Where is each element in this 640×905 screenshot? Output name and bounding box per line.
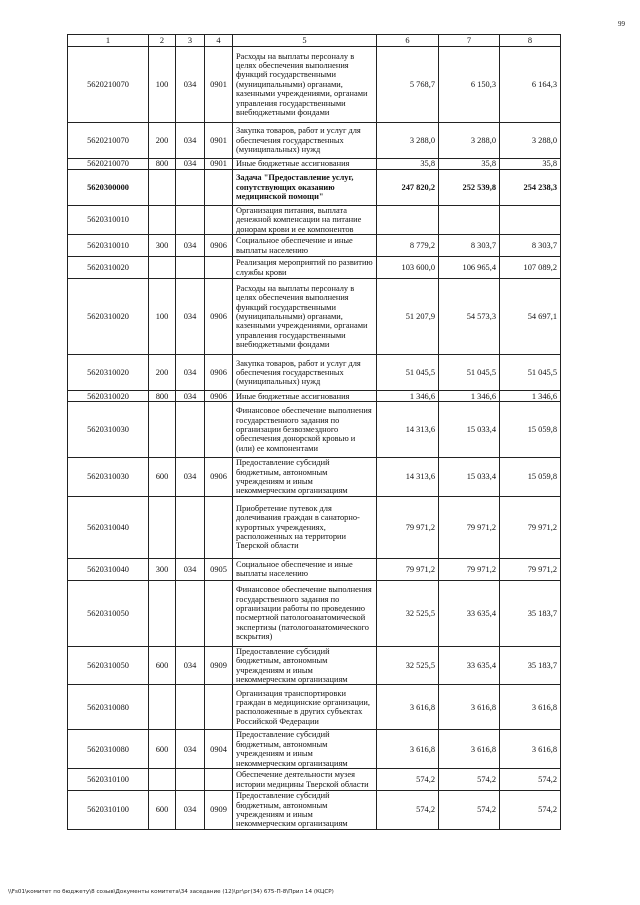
table-row xyxy=(68,257,561,279)
footer-file-path: \\Fs01\комитет по бюджету\8 созыв\Документы комитета\34 заседание (12)\рг\рг(34) 675-П-8\Прил 14 (КЦСР) xyxy=(8,889,334,895)
subsection-cell: 0909 xyxy=(205,791,233,830)
year2-amount-cell: 8 303,7 xyxy=(439,235,500,257)
year3-amount-cell: 574,2 xyxy=(500,791,561,830)
section-cell xyxy=(176,402,205,458)
year3-amount-cell: 3 616,8 xyxy=(500,685,561,730)
year2-amount-cell: 79 971,2 xyxy=(439,558,500,580)
year3-amount-cell: 79 971,2 xyxy=(500,496,561,558)
name-cell: Предоставление субсидий бюджетным, автономным учреждениям и иным некоммерческим организациям xyxy=(233,458,377,497)
expense-type-cell: 300 xyxy=(149,558,176,580)
year1-amount-cell: 574,2 xyxy=(377,769,439,791)
year2-amount-cell: 574,2 xyxy=(439,769,500,791)
code-cell: 5620210070 xyxy=(68,47,149,123)
subsection-cell: 0906 xyxy=(205,458,233,497)
name-cell: Предоставление субсидий бюджетным, автономным учреждениям и иным некоммерческим организациям xyxy=(233,730,377,769)
year3-amount-cell: 35,8 xyxy=(500,159,561,170)
code-cell: 5620310050 xyxy=(68,646,149,685)
year3-amount-cell: 15 059,8 xyxy=(500,458,561,497)
year1-amount-cell: 3 288,0 xyxy=(377,123,439,159)
name-cell: Обеспечение деятельности музея истории медицины Тверской области xyxy=(233,769,377,791)
subsection-cell xyxy=(205,769,233,791)
expense-type-cell xyxy=(149,685,176,730)
year2-amount-cell: 33 635,4 xyxy=(439,580,500,646)
year3-amount-cell: 35 183,7 xyxy=(500,646,561,685)
subsection-cell: 0906 xyxy=(205,279,233,355)
subsection-cell xyxy=(205,496,233,558)
code-cell: 5620310020 xyxy=(68,355,149,391)
subsection-cell: 0906 xyxy=(205,355,233,391)
expense-type-cell: 600 xyxy=(149,458,176,497)
year3-amount-cell: 3 288,0 xyxy=(500,123,561,159)
year1-amount-cell: 79 971,2 xyxy=(377,558,439,580)
year2-amount-cell: 54 573,3 xyxy=(439,279,500,355)
subsection-cell: 0904 xyxy=(205,730,233,769)
year1-amount-cell: 14 313,6 xyxy=(377,402,439,458)
name-cell: Расходы на выплаты персоналу в целях обеспечения выполнения функций государственными (муниципальными) органами, казенными учреждениями, органами управления государственными внебюджетными фондами xyxy=(233,279,377,355)
table-row xyxy=(68,402,561,458)
expense-type-cell: 300 xyxy=(149,235,176,257)
table-row xyxy=(68,206,561,235)
year1-amount-cell: 51 207,9 xyxy=(377,279,439,355)
section-cell xyxy=(176,496,205,558)
year1-amount-cell: 32 525,5 xyxy=(377,580,439,646)
subsection-cell xyxy=(205,685,233,730)
year2-amount-cell xyxy=(439,206,500,235)
expense-type-cell: 200 xyxy=(149,123,176,159)
section-cell xyxy=(176,257,205,279)
code-cell: 5620310050 xyxy=(68,580,149,646)
year2-amount-cell: 15 033,4 xyxy=(439,402,500,458)
header-cell: 5 xyxy=(233,35,377,47)
subsection-cell: 0909 xyxy=(205,646,233,685)
name-cell: Закупка товаров, работ и услуг для обеспечения государственных (муниципальных) нужд xyxy=(233,355,377,391)
name-cell: Расходы на выплаты персоналу в целях обеспечения выполнения функций государственными (муниципальными) органами, казенными учреждениями, органами управления государственными внебюджетными фондами xyxy=(233,47,377,123)
name-cell: Финансовое обеспечение выполнения государственного задания по организации работы по проведению посмертной патологоанатомической экспертизы (патологоанатомического вскрытия) xyxy=(233,580,377,646)
expense-type-cell: 600 xyxy=(149,730,176,769)
year3-amount-cell xyxy=(500,206,561,235)
code-cell: 5620310030 xyxy=(68,458,149,497)
expense-type-cell xyxy=(149,257,176,279)
table-row xyxy=(68,558,561,580)
table-row xyxy=(68,580,561,646)
subsection-cell xyxy=(205,170,233,206)
expense-type-cell: 800 xyxy=(149,391,176,402)
expense-type-cell xyxy=(149,496,176,558)
name-cell: Социальное обеспечение и иные выплаты населению xyxy=(233,558,377,580)
year1-amount-cell: 8 779,2 xyxy=(377,235,439,257)
year1-amount-cell: 51 045,5 xyxy=(377,355,439,391)
code-cell: 5620310010 xyxy=(68,206,149,235)
header-row xyxy=(68,35,561,47)
year2-amount-cell: 1 346,6 xyxy=(439,391,500,402)
table-row xyxy=(68,791,561,830)
header-cell: 7 xyxy=(439,35,500,47)
table-row xyxy=(68,170,561,206)
section-cell xyxy=(176,685,205,730)
year1-amount-cell: 35,8 xyxy=(377,159,439,170)
code-cell: 5620210070 xyxy=(68,159,149,170)
year1-amount-cell: 32 525,5 xyxy=(377,646,439,685)
year2-amount-cell: 252 539,8 xyxy=(439,170,500,206)
section-cell: 034 xyxy=(176,391,205,402)
subsection-cell xyxy=(205,206,233,235)
table-row xyxy=(68,730,561,769)
year1-amount-cell: 79 971,2 xyxy=(377,496,439,558)
code-cell: 5620310040 xyxy=(68,496,149,558)
table-row xyxy=(68,159,561,170)
code-cell: 5620300000 xyxy=(68,170,149,206)
section-cell: 034 xyxy=(176,458,205,497)
section-cell xyxy=(176,170,205,206)
section-cell: 034 xyxy=(176,123,205,159)
year2-amount-cell: 3 616,8 xyxy=(439,730,500,769)
subsection-cell xyxy=(205,580,233,646)
name-cell: Приобретение путевок для долечивания граждан в санаторно-курортных учреждениях, расположенных на территории Тверской области xyxy=(233,496,377,558)
subsection-cell xyxy=(205,257,233,279)
code-cell: 5620310100 xyxy=(68,769,149,791)
year2-amount-cell: 35,8 xyxy=(439,159,500,170)
year3-amount-cell: 107 089,2 xyxy=(500,257,561,279)
year3-amount-cell: 51 045,5 xyxy=(500,355,561,391)
section-cell: 034 xyxy=(176,235,205,257)
name-cell: Финансовое обеспечение выполнения государственного задания по организации безвозмездного обеспечения донорской кровью и (или) ее компонентами xyxy=(233,402,377,458)
code-cell: 5620210070 xyxy=(68,123,149,159)
year1-amount-cell: 14 313,6 xyxy=(377,458,439,497)
header-cell: 6 xyxy=(377,35,439,47)
year3-amount-cell: 54 697,1 xyxy=(500,279,561,355)
section-cell: 034 xyxy=(176,558,205,580)
name-cell: Предоставление субсидий бюджетным, автономным учреждениям и иным некоммерческим организациям xyxy=(233,646,377,685)
year2-amount-cell: 574,2 xyxy=(439,791,500,830)
code-cell: 5620310030 xyxy=(68,402,149,458)
header-cell: 4 xyxy=(205,35,233,47)
code-cell: 5620310020 xyxy=(68,257,149,279)
code-cell: 5620310040 xyxy=(68,558,149,580)
year3-amount-cell: 3 616,8 xyxy=(500,730,561,769)
year3-amount-cell: 254 238,3 xyxy=(500,170,561,206)
code-cell: 5620310020 xyxy=(68,279,149,355)
header-cell: 1 xyxy=(68,35,149,47)
expense-type-cell: 200 xyxy=(149,355,176,391)
expense-type-cell: 600 xyxy=(149,791,176,830)
year3-amount-cell: 574,2 xyxy=(500,769,561,791)
name-cell: Организация питания, выплата денежной компенсации на питание донорам крови и ее компонентов xyxy=(233,206,377,235)
year1-amount-cell: 1 346,6 xyxy=(377,391,439,402)
year3-amount-cell: 1 346,6 xyxy=(500,391,561,402)
expense-type-cell: 100 xyxy=(149,47,176,123)
table-row xyxy=(68,355,561,391)
code-cell: 5620310020 xyxy=(68,391,149,402)
expense-type-cell xyxy=(149,580,176,646)
budget-table xyxy=(67,34,561,830)
table-row xyxy=(68,458,561,497)
expense-type-cell: 100 xyxy=(149,279,176,355)
code-cell: 5620310080 xyxy=(68,685,149,730)
header-cell: 2 xyxy=(149,35,176,47)
section-cell: 034 xyxy=(176,730,205,769)
year1-amount-cell: 103 600,0 xyxy=(377,257,439,279)
code-cell: 5620310100 xyxy=(68,791,149,830)
name-cell: Закупка товаров, работ и услуг для обеспечения государственных (муниципальных) нужд xyxy=(233,123,377,159)
table-row xyxy=(68,646,561,685)
table-row xyxy=(68,123,561,159)
year2-amount-cell: 51 045,5 xyxy=(439,355,500,391)
subsection-cell: 0901 xyxy=(205,47,233,123)
expense-type-cell xyxy=(149,769,176,791)
section-cell: 034 xyxy=(176,159,205,170)
year1-amount-cell xyxy=(377,206,439,235)
name-cell: Иные бюджетные ассигнования xyxy=(233,391,377,402)
year2-amount-cell: 15 033,4 xyxy=(439,458,500,497)
section-cell xyxy=(176,206,205,235)
year1-amount-cell: 3 616,8 xyxy=(377,685,439,730)
section-cell: 034 xyxy=(176,791,205,830)
subsection-cell: 0901 xyxy=(205,123,233,159)
year2-amount-cell: 106 965,4 xyxy=(439,257,500,279)
expense-type-cell xyxy=(149,402,176,458)
subsection-cell: 0901 xyxy=(205,159,233,170)
table-body xyxy=(68,47,561,830)
code-cell: 5620310080 xyxy=(68,730,149,769)
name-cell: Задача "Предоставление услуг, сопутствующих оказанию медицинской помощи" xyxy=(233,170,377,206)
name-cell: Предоставление субсидий бюджетным, автономным учреждениям и иным некоммерческим организациям xyxy=(233,791,377,830)
header-cell: 8 xyxy=(500,35,561,47)
year2-amount-cell: 79 971,2 xyxy=(439,496,500,558)
name-cell: Социальное обеспечение и иные выплаты населению xyxy=(233,235,377,257)
year1-amount-cell: 5 768,7 xyxy=(377,47,439,123)
header-cell: 3 xyxy=(176,35,205,47)
name-cell: Реализация мероприятий по развитию службы крови xyxy=(233,257,377,279)
section-cell: 034 xyxy=(176,355,205,391)
section-cell xyxy=(176,580,205,646)
subsection-cell: 0906 xyxy=(205,391,233,402)
year3-amount-cell: 8 303,7 xyxy=(500,235,561,257)
page-number: 99 xyxy=(618,20,625,28)
year1-amount-cell: 3 616,8 xyxy=(377,730,439,769)
table-row xyxy=(68,47,561,123)
section-cell: 034 xyxy=(176,646,205,685)
name-cell: Организация транспортировки граждан в медицинские организации, расположенные в других субъектах Российской Федерации xyxy=(233,685,377,730)
expense-type-cell xyxy=(149,170,176,206)
table-row xyxy=(68,279,561,355)
year1-amount-cell: 574,2 xyxy=(377,791,439,830)
year2-amount-cell: 3 616,8 xyxy=(439,685,500,730)
table-row xyxy=(68,496,561,558)
code-cell: 5620310010 xyxy=(68,235,149,257)
table-row xyxy=(68,769,561,791)
subsection-cell xyxy=(205,402,233,458)
year3-amount-cell: 15 059,8 xyxy=(500,402,561,458)
year3-amount-cell: 35 183,7 xyxy=(500,580,561,646)
expense-type-cell xyxy=(149,206,176,235)
year2-amount-cell: 3 288,0 xyxy=(439,123,500,159)
expense-type-cell: 600 xyxy=(149,646,176,685)
table-row xyxy=(68,235,561,257)
table-row xyxy=(68,685,561,730)
year2-amount-cell: 6 150,3 xyxy=(439,47,500,123)
year2-amount-cell: 33 635,4 xyxy=(439,646,500,685)
year3-amount-cell: 6 164,3 xyxy=(500,47,561,123)
expense-type-cell: 800 xyxy=(149,159,176,170)
name-cell: Иные бюджетные ассигнования xyxy=(233,159,377,170)
year3-amount-cell: 79 971,2 xyxy=(500,558,561,580)
subsection-cell: 0905 xyxy=(205,558,233,580)
section-cell xyxy=(176,769,205,791)
table-row xyxy=(68,391,561,402)
section-cell: 034 xyxy=(176,47,205,123)
subsection-cell: 0906 xyxy=(205,235,233,257)
section-cell: 034 xyxy=(176,279,205,355)
year1-amount-cell: 247 820,2 xyxy=(377,170,439,206)
